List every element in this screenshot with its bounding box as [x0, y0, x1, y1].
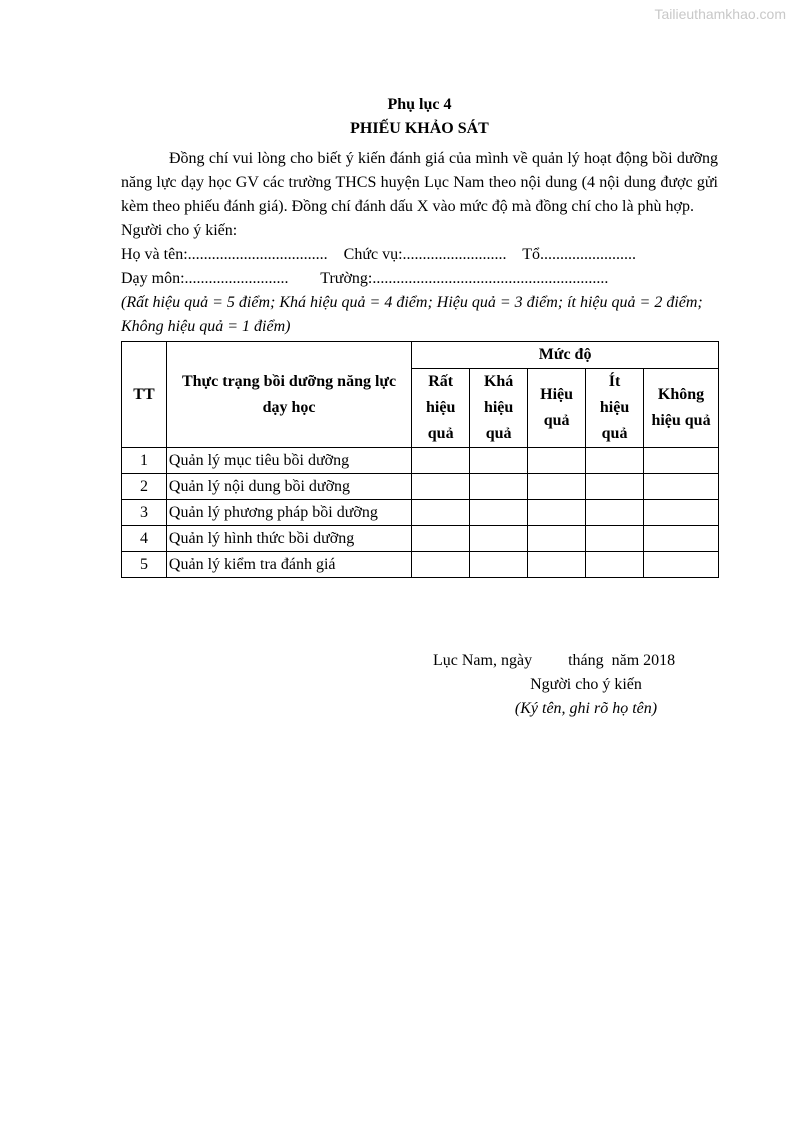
rating-cell[interactable] — [644, 474, 719, 500]
survey-form — [121, 93, 718, 578]
respondent-fields-line-1: Họ và tên:................................... Chức vụ:.......................... Tổ........................ — [121, 246, 637, 263]
header-level-option: Rất hiệu quả — [412, 369, 470, 448]
rating-cell[interactable] — [528, 500, 586, 526]
date-line: Lục Nam, ngày tháng năm 2018 — [433, 652, 676, 669]
scale-note: (Rất hiệu quả = 5 điểm; Khá hiệu quả = 4 điểm; Hiệu quả = 3 điểm; ít hiệu quả = 2 điểm; Không hiệu quả = 1 điểm) — [121, 294, 703, 335]
page-title: PHIẾU KHẢO SÁT — [350, 120, 489, 137]
rating-cell[interactable] — [470, 474, 528, 500]
table-row — [122, 552, 719, 578]
rating-cell[interactable] — [412, 526, 470, 552]
row-number: 4 — [122, 526, 167, 552]
rating-cell[interactable] — [528, 526, 586, 552]
respondent-label: Người cho ý kiến: — [121, 222, 238, 239]
rating-cell[interactable] — [644, 526, 719, 552]
rating-cell[interactable] — [412, 500, 470, 526]
rating-cell[interactable] — [470, 500, 528, 526]
row-content: Quản lý mục tiêu bồi dưỡng — [166, 448, 411, 474]
survey-table — [121, 341, 719, 578]
signature-block — [433, 649, 695, 721]
rating-cell[interactable] — [644, 552, 719, 578]
header-level-option: Ít hiệu quả — [586, 369, 644, 448]
header-tt: TT — [122, 342, 167, 448]
rating-cell[interactable] — [470, 526, 528, 552]
row-number: 3 — [122, 500, 167, 526]
signature-note: (Ký tên, ghi rõ họ tên) — [514, 700, 658, 717]
signer-label: Người cho ý kiến — [530, 676, 642, 693]
rating-cell[interactable] — [412, 552, 470, 578]
row-content: Quản lý phương pháp bồi dưỡng — [166, 500, 411, 526]
rating-cell[interactable] — [470, 552, 528, 578]
row-number: 1 — [122, 448, 167, 474]
watermark: Tailieuthamkhao.com — [654, 6, 786, 22]
rating-cell[interactable] — [586, 552, 644, 578]
table-row — [122, 526, 719, 552]
rating-cell[interactable] — [528, 552, 586, 578]
row-content: Quản lý kiểm tra đánh giá — [166, 552, 411, 578]
row-content: Quản lý nội dung bồi dưỡng — [166, 474, 411, 500]
row-content: Quản lý hình thức bồi dưỡng — [166, 526, 411, 552]
table-row — [122, 448, 719, 474]
rating-cell[interactable] — [586, 448, 644, 474]
rating-cell[interactable] — [412, 448, 470, 474]
intro-paragraph: Đồng chí vui lòng cho biết ý kiến đánh giá của mình về quản lý hoạt động bồi dưỡng năng lực dạy học GV các trường THCS huyện Lục Nam theo nội dung (4 nội dung được gửi kèm theo phiếu đánh giá). Đồng chí đánh dấu X vào mức độ mà đồng chí cho là phù hợp. — [121, 150, 718, 215]
rating-cell[interactable] — [644, 500, 719, 526]
rating-cell[interactable] — [412, 474, 470, 500]
appendix-label: Phụ lục 4 — [387, 96, 452, 113]
rating-cell[interactable] — [586, 474, 644, 500]
rating-cell[interactable] — [470, 448, 528, 474]
rating-cell[interactable] — [586, 526, 644, 552]
header-content: Thực trạng bồi dưỡng năng lực dạy học — [166, 342, 411, 448]
row-number: 2 — [122, 474, 167, 500]
header-level-option: Không hiệu quả — [644, 369, 719, 448]
header-level-option: Hiệu quả — [528, 369, 586, 448]
rating-cell[interactable] — [528, 448, 586, 474]
table-row — [122, 474, 719, 500]
rating-cell[interactable] — [528, 474, 586, 500]
row-number: 5 — [122, 552, 167, 578]
header-level-option: Khá hiệu quả — [470, 369, 528, 448]
rating-cell[interactable] — [644, 448, 719, 474]
respondent-fields-line-2: Dạy môn:.......................... Trường:........................................................... — [121, 270, 609, 287]
rating-cell[interactable] — [586, 500, 644, 526]
table-row — [122, 500, 719, 526]
header-level: Mức độ — [412, 342, 719, 369]
